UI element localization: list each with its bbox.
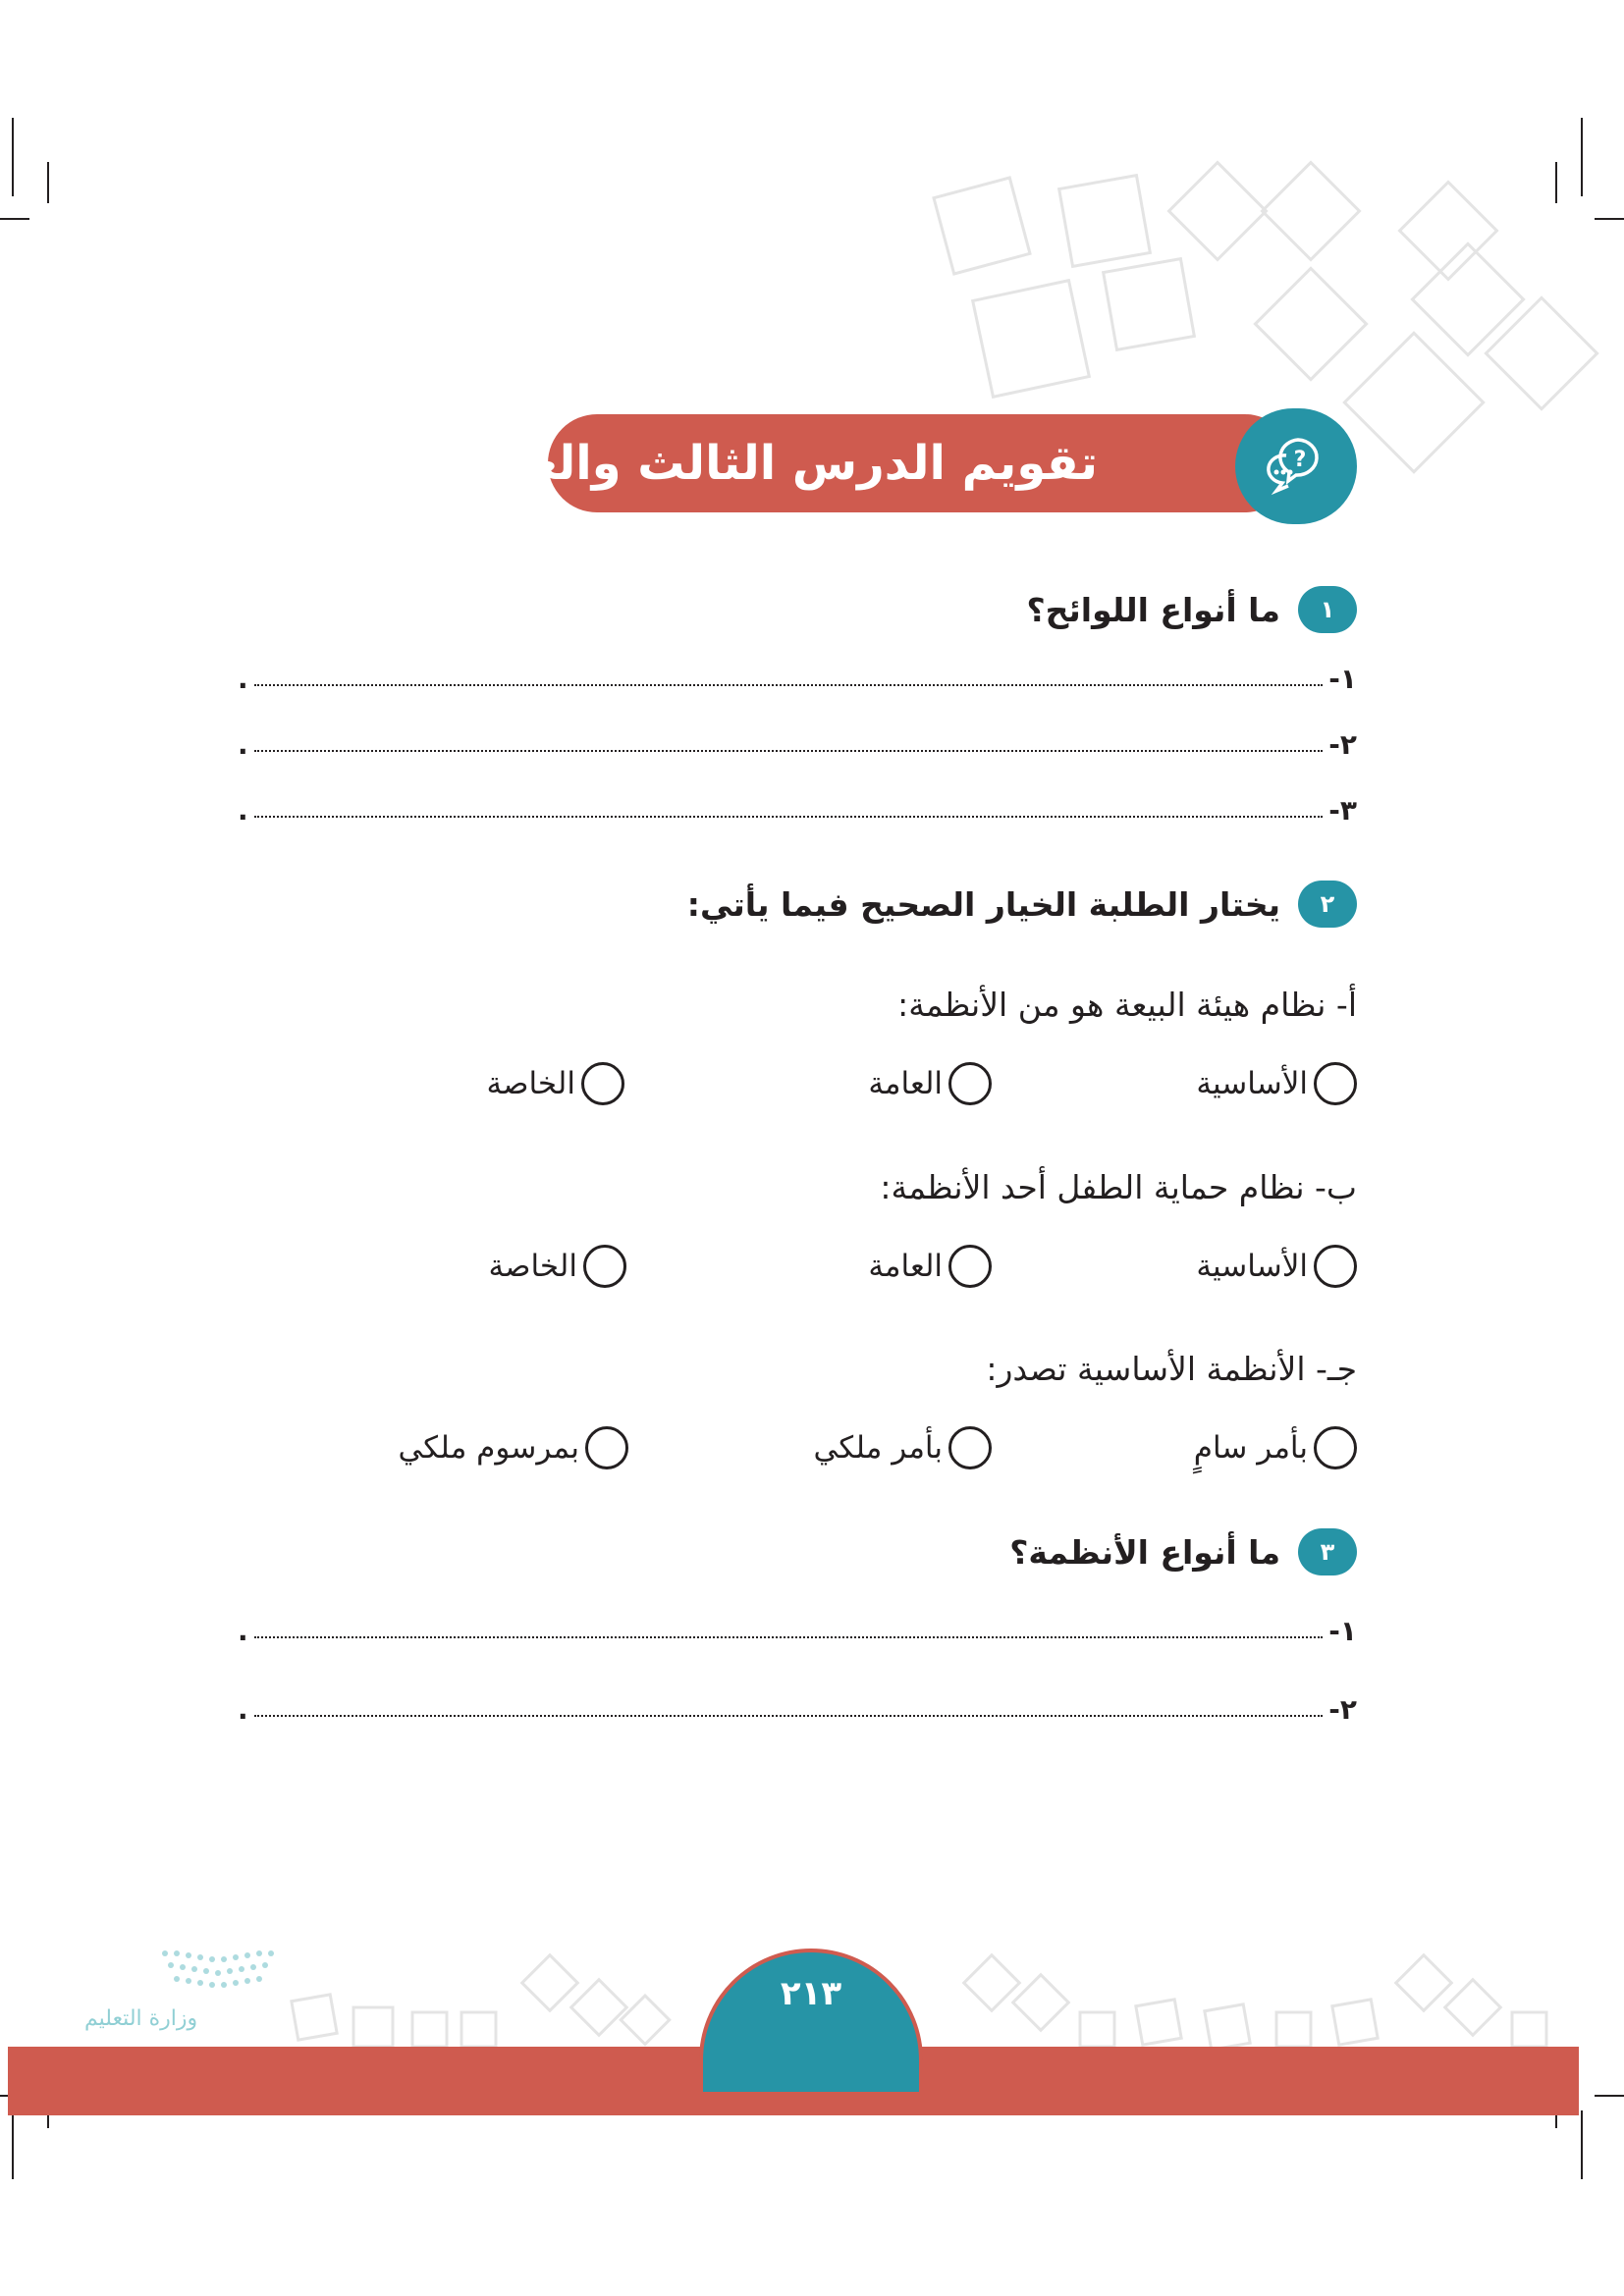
option-b-3[interactable] [489,1245,626,1288]
crop-mark [47,162,49,203]
radio-circle-icon[interactable] [581,1062,624,1105]
answer-line-label: ٣- [1328,794,1357,827]
line-end-dot: . [238,728,248,761]
dotted-line [254,1715,1324,1717]
crop-mark [12,118,14,196]
crop-mark [1595,218,1624,220]
option-c-1[interactable] [1194,1426,1357,1469]
option-label: العامة [868,1066,943,1101]
option-b-2[interactable] [868,1245,992,1288]
question-number-badge: ١ [1298,586,1357,633]
line-end-dot: . [238,1693,248,1726]
option-a-2[interactable] [868,1062,992,1105]
answer-line[interactable] [238,721,1357,761]
answer-line-label: ١- [1328,1615,1357,1647]
answer-line[interactable] [238,656,1357,695]
question-3 [1009,1528,1357,1575]
page-number: ٢١٣ [780,1974,842,2013]
question-number-badge: ٢ [1298,881,1357,928]
ministry-logo-text: وزارة التعليم [84,2006,198,2031]
crop-mark [12,2110,14,2179]
option-b-1[interactable] [1196,1245,1357,1288]
question-number-badge: ٣ [1298,1528,1357,1575]
option-label: بأمر سامٍ [1193,1430,1308,1466]
option-label: الأساسية [1196,1066,1308,1101]
option-label: الخاصة [486,1066,575,1101]
crop-mark [1595,2095,1624,2097]
radio-circle-icon[interactable] [948,1062,992,1105]
option-label: بمرسوم ملكي [398,1430,579,1466]
line-end-dot: . [238,1615,248,1647]
radio-circle-icon[interactable] [948,1426,992,1469]
radio-circle-icon[interactable] [1314,1245,1357,1288]
line-end-dot: . [238,663,248,695]
option-label: العامة [868,1249,943,1284]
lesson-title: تقويم الدرس الثالث والعشرين [394,436,1098,491]
question-text: ما أنواع الأنظمة؟ [1009,1532,1280,1572]
crop-mark [1581,118,1583,196]
sub-question-a: أ- نظام هيئة البيعة هو من الأنظمة: [897,986,1357,1024]
question-2 [687,881,1357,928]
option-c-3[interactable] [398,1426,628,1469]
question-text: يختار الطلبة الخيار الصحيح فيما يأتي: [686,884,1280,924]
ministry-logo-icon [86,1944,302,2061]
crop-mark [0,218,29,220]
radio-circle-icon[interactable] [585,1426,628,1469]
answer-line-label: ٢- [1328,728,1357,761]
radio-circle-icon[interactable] [583,1245,626,1288]
answer-line[interactable] [238,1608,1357,1647]
radio-circle-icon[interactable] [1314,1426,1357,1469]
dotted-line [254,816,1324,818]
option-label: بأمر ملكي [813,1430,943,1466]
question-1 [1026,586,1357,633]
radio-circle-icon[interactable] [1314,1062,1357,1105]
answer-line[interactable] [238,1686,1357,1726]
sub-question-c: جـ- الأنظمة الأساسية تصدر: [986,1350,1357,1388]
answer-line[interactable] [238,787,1357,827]
question-text: ما أنواع اللوائح؟ [1026,590,1280,629]
page-number-tab [699,1949,923,2096]
crop-mark [1555,162,1557,203]
line-end-dot: . [238,794,248,827]
option-label: الخاصة [488,1249,577,1284]
svg-text:?: ? [1293,448,1307,472]
crop-mark [1581,2110,1583,2179]
dotted-line [254,684,1324,686]
option-a-3[interactable] [487,1062,624,1105]
question-chat-icon [1235,408,1357,524]
option-a-1[interactable] [1196,1062,1357,1105]
sub-question-b: ب- نظام حماية الطفل أحد الأنظمة: [880,1168,1357,1206]
option-c-2[interactable] [814,1426,992,1469]
answer-line-label: ١- [1328,663,1357,695]
option-label: الأساسية [1196,1249,1308,1284]
dotted-line [254,750,1324,752]
lesson-title-banner [394,414,1294,512]
answer-line-label: ٢- [1328,1693,1357,1726]
radio-circle-icon[interactable] [948,1245,992,1288]
dotted-line [254,1636,1324,1638]
